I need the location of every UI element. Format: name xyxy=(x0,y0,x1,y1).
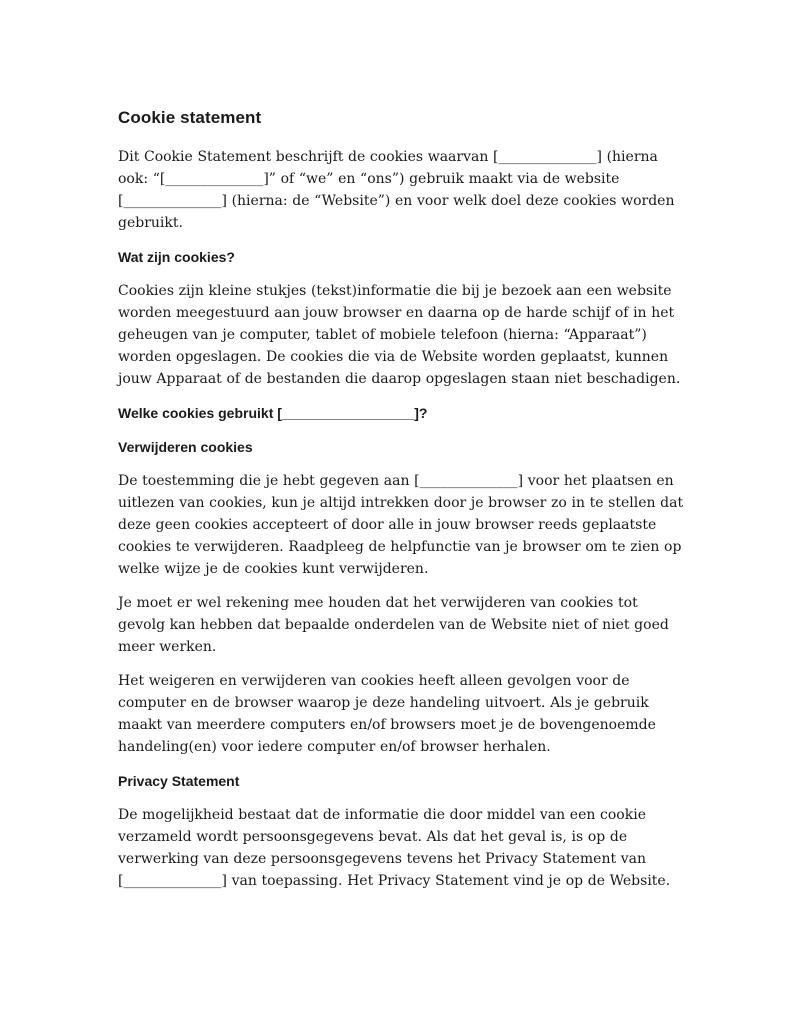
section-heading-what-are-cookies: Wat zijn cookies? xyxy=(118,249,235,265)
section-heading-remove-cookies: Verwijderen cookies xyxy=(118,439,253,455)
section-heading-which-cookies: Welke cookies gebruikt [_________________]? xyxy=(118,405,428,421)
section-paragraph-what-are-cookies: Cookies zijn kleine stukjes (tekst)informatie die bij je bezoek aan een website worden meegestuurd aan jouw browser en daarna op de harde schijf of in het geheugen van je computer, tablet of mobiele telefoon (hierna: “Apparaat”) worden opgeslagen. De cookies die via de Website worden geplaatst, kunnen jouw Apparaat of de bestanden die daarop opgeslagen staan niet beschadigen. xyxy=(118,283,681,387)
section-paragraph-remove-cookies-3: Het weigeren en verwijderen van cookies heeft alleen gevolgen voor de computer en de browser waarop je deze handeling uitvoert. Als je gebruik maakt van meerdere computers en/of browsers moet je de bovengenoemde handeling(en) voor iedere computer en/of browser herhalen. xyxy=(118,673,656,755)
document-page xyxy=(118,104,688,904)
intro-paragraph: Dit Cookie Statement beschrijft de cookies waarvan [______________] (hierna ook: “[______________]” of “we” en “ons”) gebruik maakt via de website [______________] (hierna: de “Website”) en voor welk doel deze cookies worden gebruikt. xyxy=(118,149,675,231)
section-heading-privacy-statement: Privacy Statement xyxy=(118,773,240,789)
document-title: Cookie statement xyxy=(118,108,262,127)
section-paragraph-privacy-statement: De mogelijkheid bestaat dat de informatie die door middel van een cookie verzameld wordt persoonsgegevens bevat. Als dat het geval is, is op de verwerking van deze persoonsgegevens tevens het Privacy Statement van [______________] van toepassing. Het Privacy Statement vind je op de Website. xyxy=(118,807,671,889)
section-paragraph-remove-cookies-2: Je moet er wel rekening mee houden dat het verwijderen van cookies tot gevolg kan hebben dat bepaalde onderdelen van de Website niet of niet goed meer werken. xyxy=(118,595,669,655)
section-paragraph-remove-cookies-1: De toestemming die je hebt gegeven aan [______________] voor het plaatsen en uitlezen van cookies, kun je altijd intrekken door je browser zo in te stellen dat deze geen cookies accepteert of door alle in jouw browser reeds geplaatste cookies te verwijderen. Raadpleeg de helpfunctie van je browser om te zien op welke wijze je de cookies kunt verwijderen. xyxy=(118,473,684,577)
